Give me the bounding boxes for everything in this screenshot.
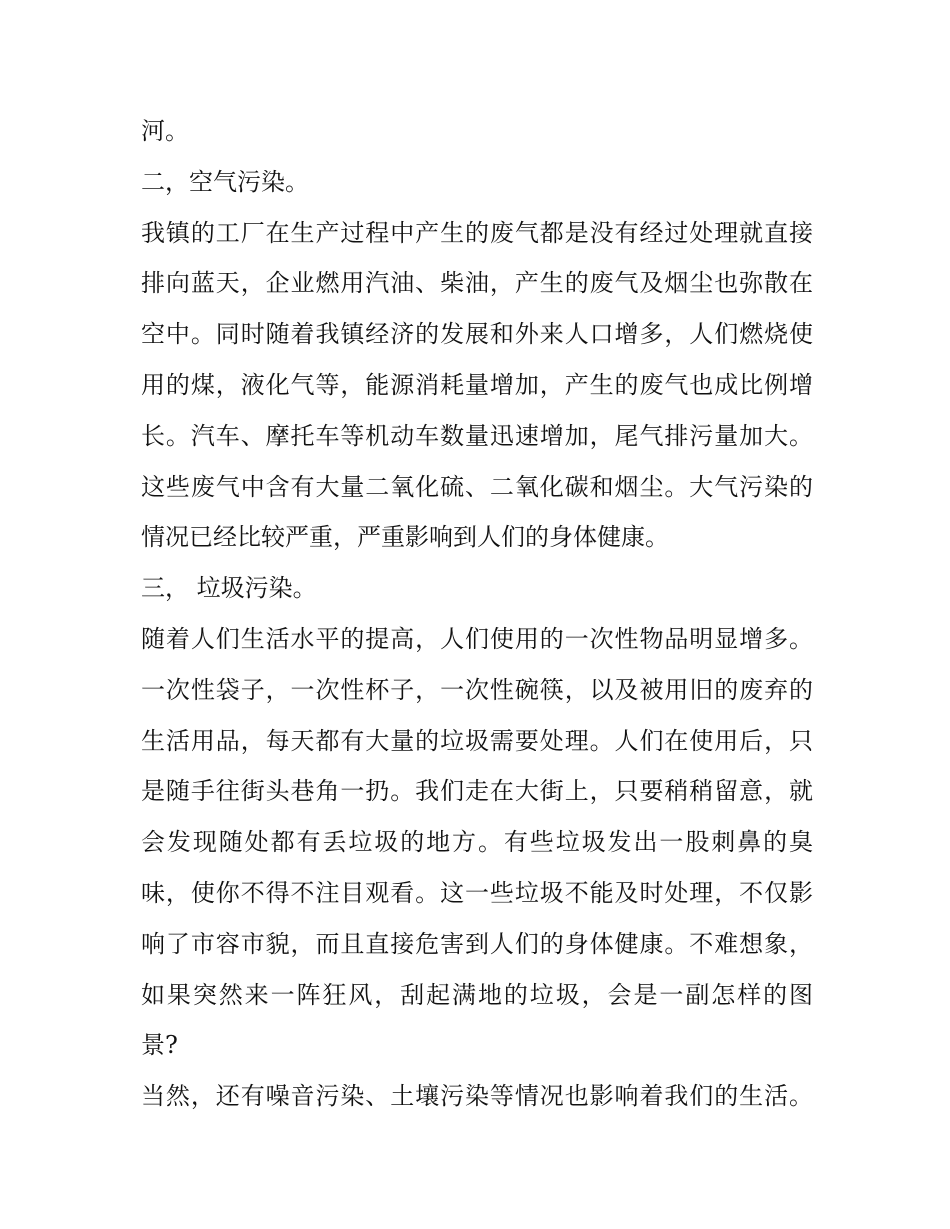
text-line: 排向蓝天，企业燃用汽油、柴油，产生的废气及烟尘也弥散在 [141, 269, 813, 298]
text-line: 一次性袋子，一次性杯子，一次性碗筷，以及被用旧的废弃的 [141, 675, 813, 704]
text-line: 空中。同时随着我镇经济的发展和外来人口增多，人们燃烧使 [141, 320, 813, 349]
text-line: 响了市容市貌，而且直接危害到人们的身体健康。不难想象， [141, 929, 813, 958]
text-line: 会发现随处都有丢垃圾的地方。有些垃圾发出一股刺鼻的臭 [141, 828, 813, 857]
text-line: 味，使你不得不注目观看。这一些垃圾不能及时处理，不仅影 [141, 878, 813, 907]
text-line: 当然，还有噪音污染、土壤污染等情况也影响着我们的生活。 [141, 1082, 813, 1111]
text-line: 用的煤，液化气等，能源消耗量增加，产生的废气也成比例增 [141, 370, 813, 399]
text-line: 随着人们生活水平的提高，人们使用的一次性物品明显增多。 [141, 624, 813, 653]
text-line: 情况已经比较严重，严重影响到人们的身体健康。 [141, 523, 669, 552]
text-line: 我镇的工厂在生产过程中产生的废气都是没有经过处理就直接 [141, 218, 813, 247]
text-line: 是随手往街头巷角一扔。我们走在大街上，只要稍稍留意，就 [141, 777, 813, 806]
text-line: 生活用品，每天都有大量的垃圾需要处理。人们在使用后，只 [141, 726, 813, 755]
text-line: 长。汽车、摩托车等机动车数量迅速增加，尾气排污量加大。 [141, 421, 813, 450]
text-line: 二，空气污染。 [141, 167, 309, 196]
text-line: 如果突然来一阵狂风，刮起满地的垃圾，会是一副怎样的图 [141, 980, 813, 1009]
text-line: 河。 [141, 117, 189, 145]
text-line: 景? [141, 1031, 178, 1060]
text-line: 三， 垃圾污染。 [141, 574, 317, 603]
text-line: 这些废气中含有大量二氧化硫、二氧化碳和烟尘。大气污染的 [141, 472, 813, 501]
body-text [141, 106, 813, 1122]
